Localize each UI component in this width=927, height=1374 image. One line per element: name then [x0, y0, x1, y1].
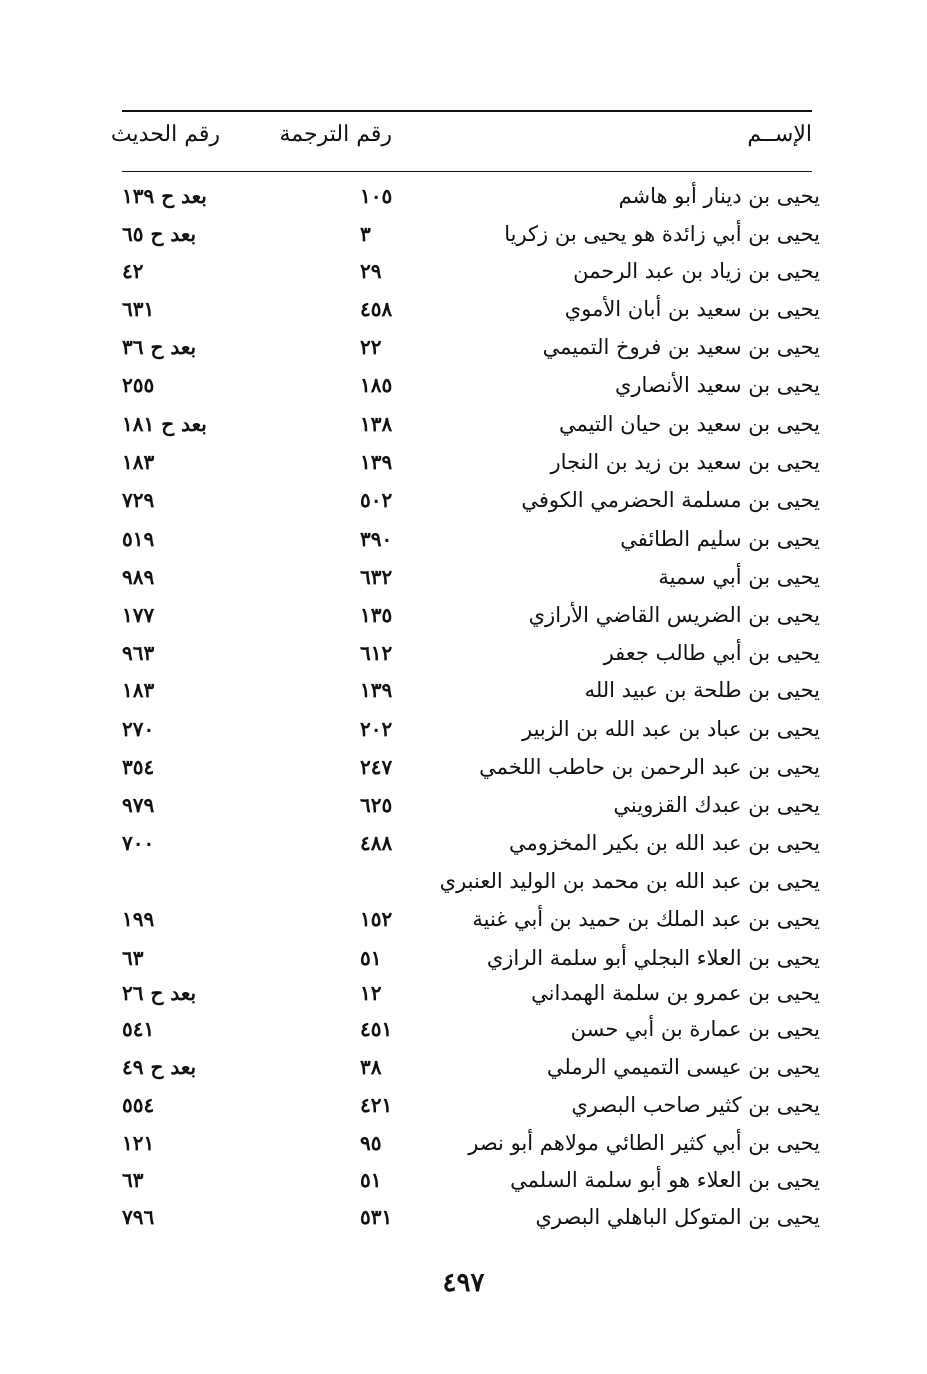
hadith-number: ١٢١	[122, 1131, 155, 1155]
hadith-number: ١٨٣	[122, 450, 155, 474]
tarjama-number: ٤٥٨	[360, 297, 393, 321]
narrator-name: يحيى بن عمرو بن سلمة الهمداني	[531, 981, 820, 1005]
narrator-name: يحيى بن عبد الله بن محمد بن الوليد العنبري	[439, 869, 820, 893]
hadith-number: ٦٣	[122, 946, 144, 970]
narrator-name: يحيى بن عيسى التميمي الرملي	[546, 1055, 820, 1079]
tarjama-number: ٦٢٥	[360, 793, 393, 817]
table-row	[122, 863, 820, 899]
table-row	[122, 1049, 820, 1085]
tarjama-number: ٤٢١	[360, 1093, 393, 1117]
hadith-number: بعد ح ٢٦	[122, 981, 197, 1005]
table-row	[122, 291, 820, 327]
tarjama-number: ٦١٢	[360, 641, 393, 665]
table-row	[122, 1011, 820, 1047]
table-row	[122, 253, 820, 289]
hadith-number: بعد ح ٣٦	[122, 335, 197, 359]
narrator-name: يحيى بن سعيد بن حيان التيمي	[558, 412, 820, 436]
table-row	[122, 367, 820, 403]
hadith-number: ٥٥٤	[122, 1093, 155, 1117]
hadith-number: ٦٣	[122, 1168, 144, 1192]
narrator-name: يحيى بن سعيد بن زيد بن النجار	[550, 450, 820, 474]
table-row	[122, 1162, 820, 1198]
table-row	[122, 1125, 820, 1161]
table-row	[122, 975, 820, 1011]
hadith-number: ١٧٧	[122, 603, 155, 627]
narrator-name: يحيى بن سعيد بن أبان الأموي	[564, 297, 820, 321]
hadith-number: ٩٦٣	[122, 641, 155, 665]
narrator-name: يحيى بن المتوكل الباهلي البصري	[535, 1205, 820, 1229]
tarjama-number: ١٥٢	[360, 907, 393, 931]
narrator-name: يحيى بن أبي سمية	[658, 565, 820, 589]
page-number: ٤٩٧	[442, 1268, 485, 1298]
table-row	[122, 635, 820, 671]
narrator-name: يحيى بن أبي طالب جعفر	[603, 641, 820, 665]
tarjama-number: ٣٩٠	[360, 527, 393, 551]
narrator-name: يحيى بن أبي كثير الطائي مولاهم أبو نصر	[468, 1131, 820, 1155]
hadith-number: ٩٧٩	[122, 793, 155, 817]
table-row	[122, 711, 820, 747]
tarjama-number: ٤٨٨	[360, 831, 393, 855]
table-row	[122, 1199, 820, 1235]
narrator-name: يحيى بن طلحة بن عبيد الله	[584, 678, 820, 702]
tarjama-number: ٣٨	[360, 1055, 382, 1079]
tarjama-number: ٥٠٢	[360, 488, 393, 512]
tarjama-number: ١٠٥	[360, 184, 393, 208]
tarjama-number: ٣	[360, 222, 371, 246]
table-row	[122, 482, 820, 518]
table-row	[122, 406, 820, 442]
narrator-name: يحيى بن أبي زائدة هو يحيى بن زكريا	[504, 222, 820, 246]
narrator-name: يحيى بن عبدك القزويني	[613, 793, 820, 817]
narrator-name: يحيى بن عبد الرحمن بن حاطب اللخمي	[479, 755, 820, 779]
table-row	[122, 178, 820, 214]
narrator-name: يحيى بن عبد الله بن بكير المخزومي	[508, 831, 820, 855]
tarjama-number: ٢٩	[360, 259, 382, 283]
hadith-number: ٧٩٦	[122, 1205, 155, 1229]
table-row	[122, 216, 820, 252]
narrator-name: يحيى بن دينار أبو هاشم	[618, 184, 820, 208]
index-table-body	[122, 178, 820, 1238]
narrator-name: يحيى بن كثير صاحب البصري	[571, 1093, 820, 1117]
tarjama-number: ٥١	[360, 946, 382, 970]
narrator-name: يحيى بن العلاء البجلي أبو سلمة الرازي	[486, 946, 820, 970]
hadith-number: ٢٧٠	[122, 717, 155, 741]
narrator-name: يحيى بن سعيد بن فروخ التميمي	[542, 335, 820, 359]
hadith-number: ٣٥٤	[122, 755, 155, 779]
narrator-name: يحيى بن عباد بن عبد الله بن الزبير	[522, 717, 820, 741]
hadith-number: ٥٤١	[122, 1017, 155, 1041]
top-rule	[122, 110, 812, 112]
table-row	[122, 901, 820, 937]
table-header	[110, 118, 812, 166]
hadith-number: بعد ح ١٨١	[122, 412, 207, 436]
narrator-name: يحيى بن زياد بن عبد الرحمن	[573, 259, 820, 283]
tarjama-number: ٢٢	[360, 335, 382, 359]
hadith-number: بعد ح ٤٩	[122, 1055, 197, 1079]
header-rule	[122, 171, 812, 172]
narrator-name: يحيى بن سليم الطائفي	[620, 527, 820, 551]
hadith-number: ٤٢	[122, 259, 144, 283]
hadith-number: ١٨٣	[122, 678, 155, 702]
narrator-name: يحيى بن مسلمة الحضرمي الكوفي	[521, 488, 820, 512]
tarjama-number: ٦٣٢	[360, 565, 393, 589]
hadith-number: ٧٠٠	[122, 831, 155, 855]
hadith-number: بعد ح ٦٥	[122, 222, 197, 246]
tarjama-number: ٤٥١	[360, 1017, 393, 1041]
narrator-name: يحيى بن العلاء هو أبو سلمة السلمي	[510, 1168, 820, 1192]
tarjama-number: ٥٣١	[360, 1205, 393, 1229]
table-row	[122, 940, 820, 976]
narrator-name: يحيى بن سعيد الأنصاري	[614, 373, 820, 397]
narrator-name: يحيى بن الضريس القاضي الأرازي	[528, 603, 820, 627]
table-row	[122, 787, 820, 823]
table-row	[122, 597, 820, 633]
tarjama-number: ١٢	[360, 981, 382, 1005]
narrator-name: يحيى بن عبد الملك بن حميد بن أبي غنية	[472, 907, 820, 931]
hadith-number: ٩٨٩	[122, 565, 155, 589]
tarjama-number: ٩٥	[360, 1131, 382, 1155]
table-row	[122, 825, 820, 861]
hadith-number: ١٩٩	[122, 907, 155, 931]
hadith-number: ٦٣١	[122, 297, 155, 321]
table-row	[122, 672, 820, 708]
hadith-number: بعد ح ١٣٩	[122, 184, 207, 208]
tarjama-number: ٥١	[360, 1168, 382, 1192]
column-header-hadith: رقم الحديث	[110, 122, 220, 147]
hadith-number: ٢٥٥	[122, 373, 155, 397]
table-row	[122, 329, 820, 365]
tarjama-number: ١٣٨	[360, 412, 393, 436]
table-row	[122, 559, 820, 595]
tarjama-number: ٢٤٧	[360, 755, 393, 779]
tarjama-number: ١٣٩	[360, 450, 393, 474]
table-row	[122, 521, 820, 557]
table-row	[122, 444, 820, 480]
narrator-name: يحيى بن عمارة بن أبي حسن	[570, 1017, 820, 1041]
hadith-number: ٧٢٩	[122, 488, 155, 512]
column-header-name: الإســم	[747, 122, 812, 147]
tarjama-number: ١٨٥	[360, 373, 393, 397]
column-header-tarjama: رقم الترجمة	[279, 122, 392, 147]
tarjama-number: ٢٠٢	[360, 717, 393, 741]
tarjama-number: ١٣٥	[360, 603, 393, 627]
tarjama-number: ١٣٩	[360, 678, 393, 702]
table-row	[122, 1087, 820, 1123]
table-row	[122, 749, 820, 785]
hadith-number: ٥١٩	[122, 527, 155, 551]
